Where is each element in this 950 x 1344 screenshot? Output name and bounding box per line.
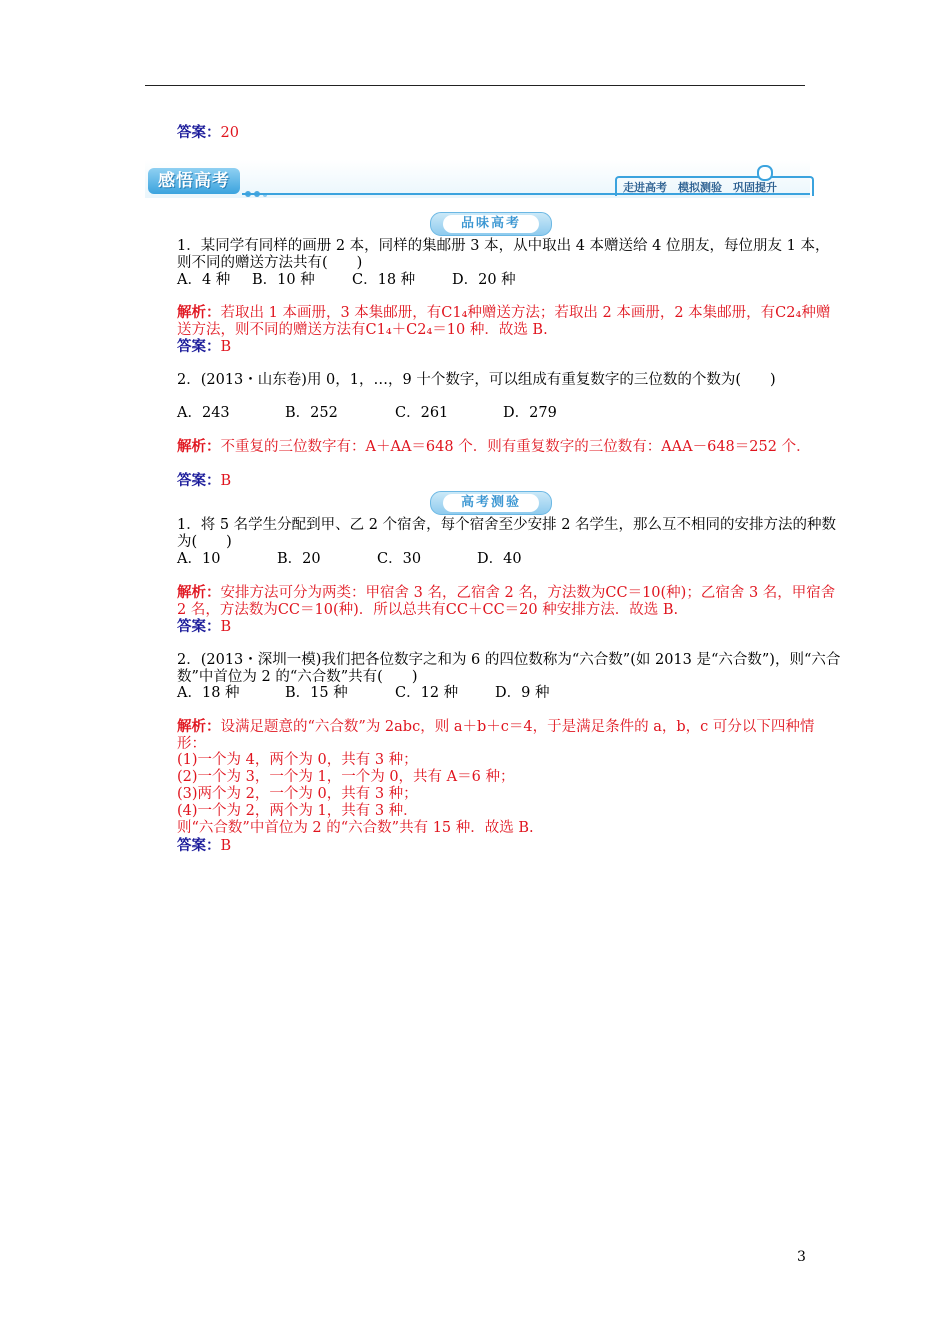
answer [145, 472, 842, 490]
answer-label: 答案： [177, 837, 221, 854]
top-answer [145, 124, 842, 142]
option-a: A．4 种 [177, 272, 231, 288]
option-d: D．40 [477, 551, 522, 567]
option-b: B．20 [277, 551, 321, 567]
analysis [145, 438, 842, 456]
question-text: 2．(2013・深圳一模)我们把各位数字之和为 6 的四位数称为“六合数”(如 2013 是“六合数”)，则“六合数”中首位为 2 的“六合数”共有( ) [177, 652, 841, 685]
option-a: A．243 [177, 405, 230, 421]
answer-value: 20 [220, 125, 239, 141]
analysis-text: 安排方法可分为两类：甲宿舍 3 名，乙宿舍 2 名，方法数为CC＝10(种)；乙宿舍 3 名，甲宿舍 2 名，方法数为CC＝10(种)．所以总共有CC＋CC＝20 种安排方法．故选 B. [177, 585, 836, 618]
option-c: C．18 种 [352, 272, 416, 288]
analysis-label: 解析： [177, 438, 221, 455]
analysis [145, 718, 842, 753]
option-c: C．261 [395, 405, 449, 421]
option-d: D．9 种 [495, 685, 550, 701]
section-tag-label: 品味高考 [443, 215, 539, 233]
case-item: (2)一个为 3，一个为 1，一个为 0，共有 A＝6 种； [177, 769, 515, 785]
question-options [177, 685, 549, 702]
analysis-text: 设满足题意的“六合数”为 2abc，则 a＋b＋c＝4，于是满足条件的 a，b，c 可分以下四种情形： [177, 719, 815, 752]
section-banner [145, 160, 810, 198]
analysis [145, 304, 842, 339]
question-options [177, 405, 557, 422]
analysis-text: 不重复的三位数字有：A＋AA＝648 个．则有重复数字的三位数有：AAA－648＝252 个． [220, 439, 811, 455]
option-c: C．30 [377, 551, 422, 567]
case-item: (4)一个为 2，两个为 1，共有 3 种． [177, 803, 418, 819]
answer [145, 837, 842, 855]
answer-value: B [220, 339, 232, 355]
analysis [145, 584, 842, 619]
page-number: 3 [797, 1249, 806, 1265]
analysis-label: 解析： [177, 584, 221, 601]
section-tag-label: 高考测验 [443, 494, 539, 512]
conclusion: 则“六合数”中首位为 2 的“六合数”共有 15 种．故选 B. [177, 820, 534, 836]
header-rule [145, 85, 805, 86]
case-list [177, 752, 810, 837]
answer [145, 618, 842, 636]
banner-title: 感悟高考 [148, 168, 240, 194]
question-text: 1．某同学有同样的画册 2 本，同样的集邮册 3 本，从中取出 4 本赠送给 4 位朋友，每位朋友 1 本，则不同的赠送方法共有( ) [177, 238, 830, 271]
option-a: A．10 [177, 551, 221, 567]
analysis-text: 若取出 1 本画册，3 本集邮册，有C1₄种赠送方法；若取出 2 本画册，2 本集邮册，有C2₄种赠送方法，则不同的赠送方法有C1₄＋C2₄＝10 种．故选 B. [177, 305, 831, 338]
analysis-label: 解析： [177, 304, 221, 321]
option-c: C．12 种 [395, 685, 459, 701]
option-b: B．252 [285, 405, 338, 421]
question-options [177, 551, 522, 568]
question-text: 1．将 5 名学生分配到甲、乙 2 个宿舍，每个宿舍至少安排 2 名学生，那么互不相同的安排方法的种数为( ) [177, 517, 837, 550]
answer [145, 338, 842, 356]
answer-label: 答案： [177, 338, 221, 355]
banner-dots-icon [245, 182, 270, 201]
section-tag-gaokao [430, 491, 552, 515]
option-a: A．18 种 [177, 685, 240, 701]
banner-links: 走进高考 模拟测验 巩固提升 [623, 181, 777, 194]
answer-value: B [220, 619, 232, 635]
answer-value: B [220, 473, 232, 489]
case-item: (1)一个为 4，两个为 0，共有 3 种； [177, 752, 418, 768]
answer-label: 答案： [177, 472, 221, 489]
option-d: D．279 [503, 405, 557, 421]
option-d: D．20 种 [452, 272, 516, 288]
case-item: (3)两个为 2，一个为 0，共有 3 种； [177, 786, 418, 802]
analysis-label: 解析： [177, 718, 221, 735]
answer-label: 答案： [177, 124, 221, 141]
question-options [177, 272, 516, 289]
answer-value: B [220, 838, 232, 854]
option-b: B．10 种 [252, 272, 315, 288]
section-tag-pinwei [430, 212, 552, 236]
question-text: 2．(2013・山东卷)用 0，1，…，9 十个数字，可以组成有重复数字的三位数的个数为( ) [177, 372, 776, 388]
answer-label: 答案： [177, 618, 221, 635]
option-b: B．15 种 [285, 685, 348, 701]
